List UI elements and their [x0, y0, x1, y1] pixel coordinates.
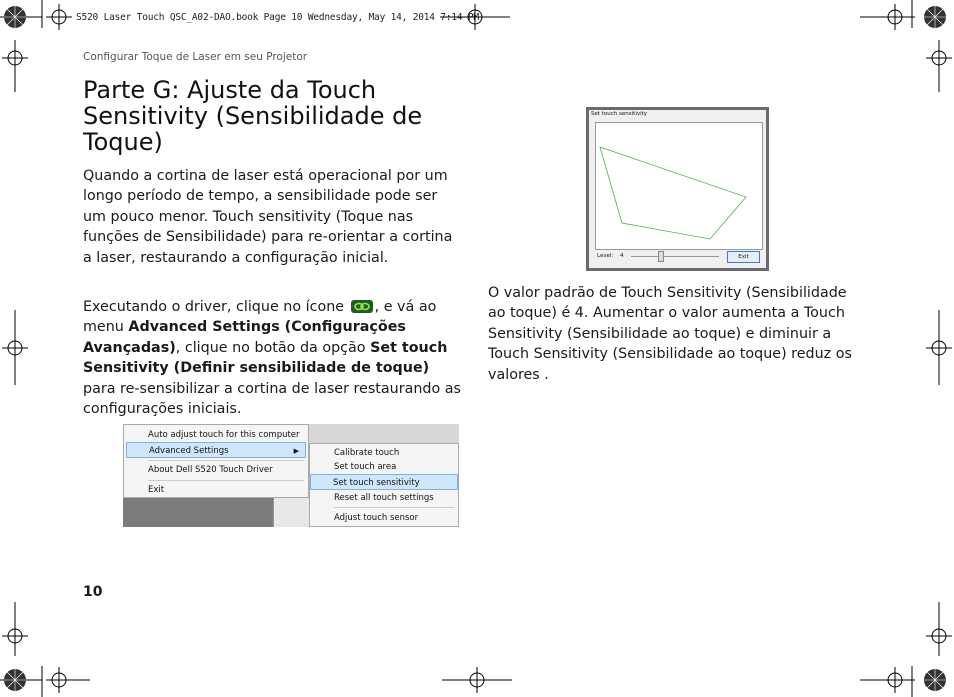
para2-text-3: , clique no botão da opção — [175, 339, 371, 356]
level-slider-thumb[interactable] — [658, 251, 664, 262]
menu-item-about[interactable]: About Dell S520 Touch Driver — [148, 465, 273, 475]
context-menu-screenshot — [123, 424, 459, 527]
level-slider-track[interactable] — [631, 256, 719, 257]
menu-separator — [148, 460, 304, 461]
touch-area-polygon — [596, 123, 762, 249]
page-title: Parte G: Ajuste da Touch Sensitivity (Sensibilidade de Toque) — [83, 76, 423, 156]
running-head: Configurar Toque de Laser em seu Projetor — [83, 51, 308, 63]
level-label: Level: — [597, 253, 614, 259]
sensitivity-dialog-screenshot — [586, 107, 769, 271]
submenu-item-reset[interactable]: Reset all touch settings — [334, 493, 434, 503]
exit-button[interactable]: Exit — [727, 251, 760, 263]
menu-item-advanced-settings[interactable] — [126, 442, 306, 458]
advanced-settings-submenu — [309, 443, 459, 527]
paragraph-default-value: O valor padrão de Touch Sensitivity (Sensibilidade ao toque) é 4. Aumentar o valor aumenta a Touch Sensitivity (Sensibilidade ao toque) e diminuir a Touch Sensitivity (Sensibilidade ao toque) reduz os valores . — [488, 285, 852, 383]
background-window — [309, 424, 459, 443]
print-header: S520 Laser Touch QSC_A02-DAO.book Page 10 Wednesday, May 14, 2014 7:14 PM — [76, 12, 479, 23]
menu-separator — [334, 507, 454, 508]
set-touch-sensitivity-term: Set touch Sensitivity (Definir sensibilidade de toque) — [83, 339, 448, 377]
para2-text-4: para re-sensibilizar a cortina de laser restaurando as configurações iniciais. — [83, 380, 462, 418]
submenu-item-calibrate[interactable]: Calibrate touch — [334, 448, 400, 458]
touch-driver-icon — [351, 300, 373, 313]
para2-text-1: Executando o driver, clique no ícone — [83, 299, 349, 315]
paragraph-intro: Quando a cortina de laser está operacional por um longo período de tempo, a sensibilidade pode ser um pouco menor. Touch sensitivity (Toque nas funções de Sensibilidade) para re-orientar a cortina a laser, restaurando a configuração inicial. — [83, 168, 453, 266]
context-menu — [123, 424, 309, 498]
menu-separator — [148, 480, 304, 481]
dialog-title: Set touch sensitivity — [591, 111, 648, 117]
submenu-item-set-touch-area[interactable]: Set touch area — [334, 462, 397, 472]
para2-text-2: , e vá ao menu — [83, 299, 437, 336]
submenu-arrow-icon: ▶ — [293, 447, 299, 455]
background-window-edge — [273, 498, 310, 527]
paragraph-instructions — [83, 297, 463, 419]
menu-item-auto-adjust[interactable]: Auto adjust touch for this computer — [148, 430, 300, 440]
advanced-settings-term: Advanced Settings (Configurações Avançadas) — [83, 319, 406, 356]
page-number: 10 — [83, 584, 103, 600]
sensitivity-canvas[interactable] — [595, 122, 763, 250]
menu-item-advanced-settings-label: Advanced Settings — [149, 446, 229, 456]
submenu-item-adjust-sensor[interactable]: Adjust touch sensor — [334, 513, 419, 523]
level-value: 4 — [620, 253, 624, 259]
menu-item-exit[interactable]: Exit — [148, 485, 165, 495]
submenu-item-set-touch-sensitivity[interactable]: Set touch sensitivity — [310, 474, 458, 490]
dialog-window — [589, 110, 766, 268]
